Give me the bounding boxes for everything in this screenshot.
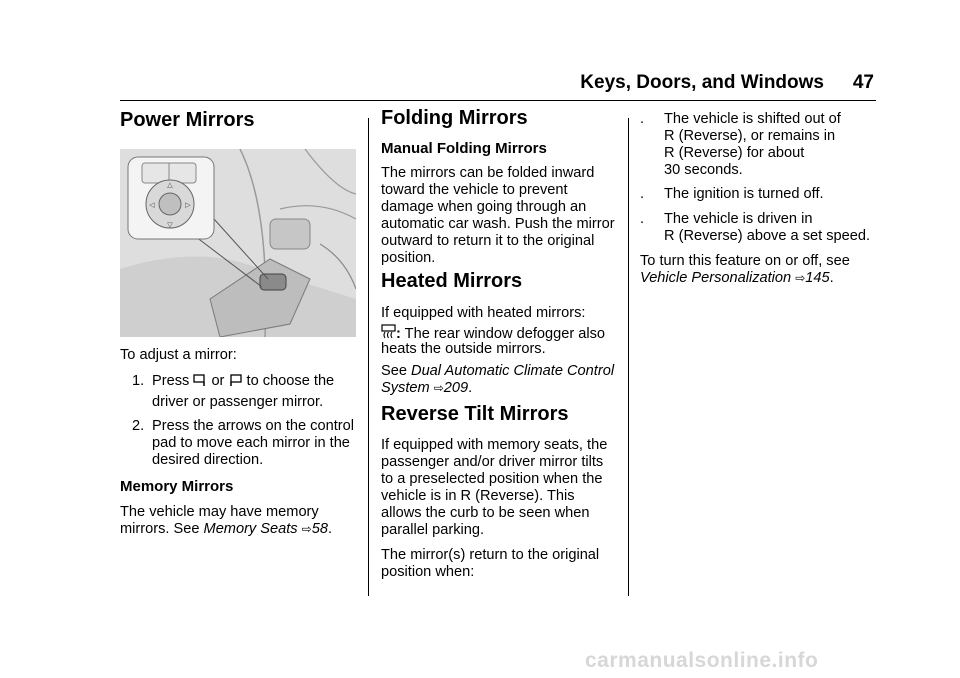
column-divider (368, 118, 369, 596)
step-1-post: to choose the (246, 373, 335, 389)
bullet-3-line: The vehicle is driven in (664, 211, 813, 227)
left-mirror-select-icon (193, 373, 207, 387)
return-text-line: The mirror(s) return to the original (381, 547, 600, 563)
defog-text-line2: heats the outside mirrors. (381, 341, 546, 357)
toggle-end: . (829, 270, 834, 286)
step-1-number: 1. (132, 373, 145, 389)
step-2-line: Press the arrows on the control (152, 418, 354, 434)
bullet-marker: . (640, 111, 645, 127)
see-line2 (381, 380, 472, 398)
see-line (381, 363, 614, 381)
folding-mirrors-heading: Folding Mirrors (381, 107, 528, 129)
header-rule (120, 100, 876, 101)
bullet-2-line: The ignition is turned off. (664, 186, 824, 202)
memory-end: . (327, 521, 333, 537)
svg-text:▽: ▽ (167, 222, 173, 229)
vehicle-personalization-page[interactable]: 145 (805, 270, 830, 286)
manual-text-line: damage when going through an (381, 199, 587, 215)
manual-folding-heading: Manual Folding Mirrors (381, 140, 547, 157)
bullet-1-line: The vehicle is shifted out of (664, 111, 841, 127)
page-reference-arrow-icon: ⇨ (433, 381, 444, 395)
see-pre: See (381, 363, 412, 379)
reverse-text-line: allows the curb to be seen when (381, 505, 590, 521)
return-text-line: position when: (381, 564, 475, 580)
page-reference-arrow-icon: ⇨ (795, 271, 806, 285)
bullet-3-line: R (Reverse) above a set speed. (664, 228, 871, 244)
svg-text:▷: ▷ (185, 202, 191, 209)
manual-text-line: The mirrors can be folded inward (381, 165, 595, 181)
adjust-intro: To adjust a mirror: (120, 347, 237, 363)
memory-seats-link[interactable]: Memory Seats (203, 521, 298, 537)
step-1-or: or (211, 373, 225, 389)
bullet-1-line: R (Reverse) for about (664, 145, 805, 161)
reverse-text-line: If equipped with memory seats, the (381, 437, 608, 453)
memory-mirrors-heading: Memory Mirrors (120, 478, 234, 495)
heated-mirrors-heading: Heated Mirrors (381, 270, 523, 292)
step-2-number: 2. (132, 418, 145, 434)
climate-control-link[interactable]: Dual Automatic Climate Control (411, 363, 615, 379)
column-divider (628, 118, 629, 596)
manual-text-line: position. (381, 250, 436, 266)
reverse-text-line: to a preselected position when the (381, 471, 603, 487)
step-2-line: pad to move each mirror in the (152, 435, 350, 451)
reverse-text-line: parallel parking. (381, 522, 485, 538)
toggle-text-line: To turn this feature on or off, see (640, 253, 850, 269)
power-mirrors-heading: Power Mirrors (120, 109, 255, 131)
svg-text:△: △ (167, 182, 173, 189)
page-reference-arrow-icon: ⇨ (301, 522, 312, 536)
bullet-marker: . (640, 186, 645, 202)
section-title: Keys, Doors, and Windows (580, 72, 824, 93)
memory-text-line: The vehicle may have memory (120, 504, 319, 520)
page-number: 47 (852, 72, 874, 93)
bullet-1-line: R (Reverse), or remains in (664, 128, 836, 144)
bullet-marker: . (640, 211, 645, 227)
heated-intro: If equipped with heated mirrors: (381, 305, 586, 321)
manual-text-line: outward to return it to the original (381, 233, 595, 249)
rear-defog-icon (381, 324, 396, 340)
climate-control-link-2[interactable]: System (381, 380, 430, 396)
step-1-text (152, 373, 334, 391)
climate-control-page[interactable]: 209 (443, 380, 469, 396)
manual-text-line: toward the vehicle to prevent (381, 182, 568, 198)
see-end: . (468, 380, 473, 396)
vehicle-personalization-link[interactable]: Vehicle Personalization (640, 270, 792, 286)
svg-text:◁: ◁ (149, 202, 155, 209)
step-1-line2: driver or passenger mirror. (152, 394, 324, 410)
defog-colon: : (396, 326, 401, 342)
mirror-control-illustration (120, 149, 356, 337)
manual-text-line: automatic car wash. Push the mirror (381, 216, 615, 232)
defog-text: The rear window defogger also (404, 326, 606, 342)
reverse-tilt-heading: Reverse Tilt Mirrors (381, 403, 569, 425)
memory-seats-page[interactable]: 58 (311, 521, 328, 537)
memory-text-pre: mirrors. See (120, 521, 204, 537)
step-1-pre: Press (152, 373, 190, 389)
reverse-text-line: vehicle is in R (Reverse). This (381, 488, 575, 504)
right-mirror-select-icon (228, 373, 242, 387)
step-2-line: desired direction. (152, 452, 264, 468)
memory-text-line (120, 521, 332, 539)
bullet-1-line: 30 seconds. (664, 162, 743, 178)
reverse-text-line: passenger and/or driver mirror tilts (381, 454, 604, 470)
watermark: carmanualsonline.info (585, 649, 819, 672)
toggle-text-line2 (640, 270, 834, 288)
